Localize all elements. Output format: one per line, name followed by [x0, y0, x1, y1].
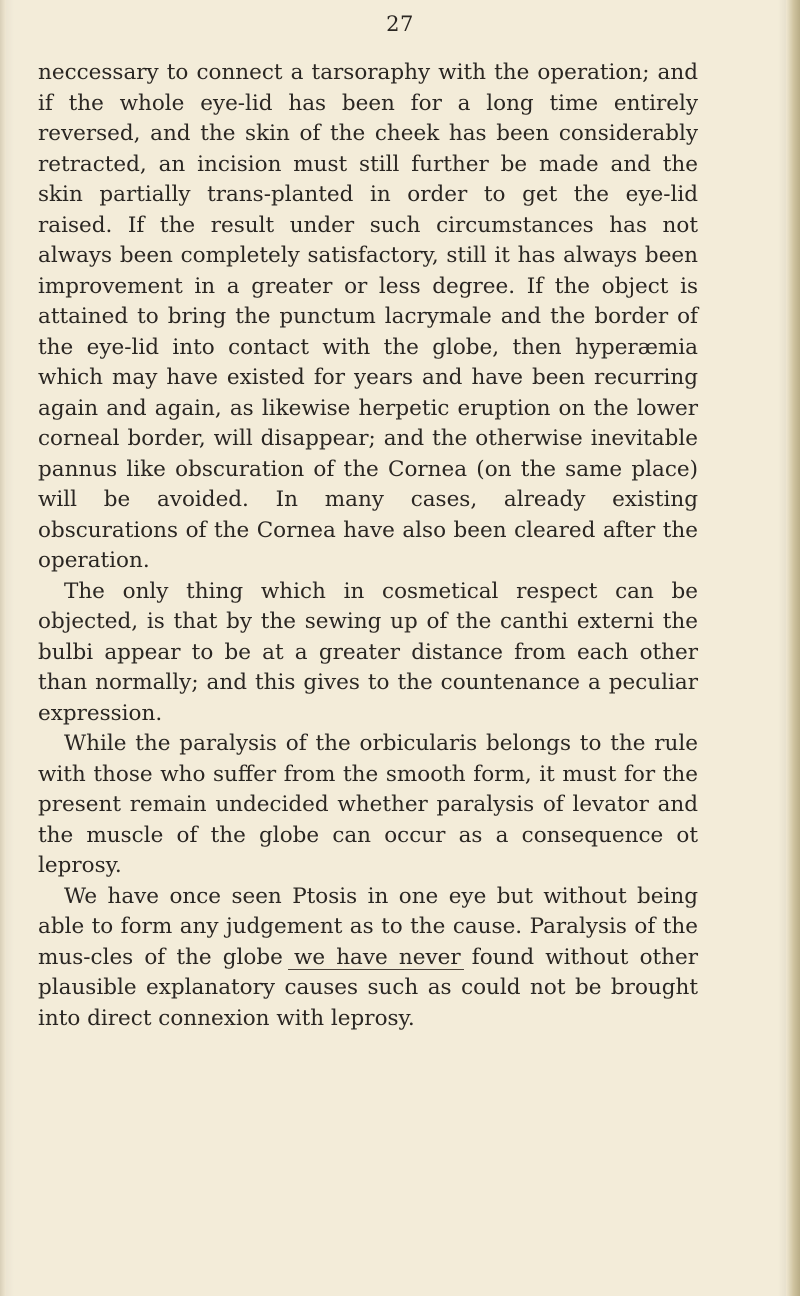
paragraph-4: We have once seen Ptosis in one eye but without being able to form any judgement as to the cause. Paralysis of the mus-cles of the globe we have never found without other plausible explanatory causes such as could not be brought into direct connexion with leprosy.	[38, 883, 698, 1031]
page-left-edge	[0, 0, 6, 1296]
paragraph-1: neccessary to connect a tarsoraphy with the operation; and if the whole eye-lid has been for a long time entirely reversed, and the skin of the cheek has been considerably retracted, an incision must still further be made and the skin partially trans-planted in order to get the eye-lid raised. If the result under such circumstances has not always been completely satisfactory, still it has always been improvement in a greater or less degree. If the object is attained to bring the punctum lacrymale and the border of the eye-lid into contact with the globe, then hyperæmia which may have existed for years and have been recurring again and again, as likewise herpetic eruption on the lower corneal border, will disappear; and the otherwise inevitable pannus like obscuration of the Cornea (on the same place) will be avoided. In many cases, already existing obscurations of the Cornea have also been cleared after the operation.	[38, 60, 698, 573]
section-end-rule	[288, 969, 464, 970]
page-right-edge	[786, 0, 800, 1296]
page-number: 27	[386, 12, 414, 36]
body-text	[38, 58, 698, 1034]
paragraph-2: The only thing which in cosmetical respect can be objected, is that by the sewing up of the canthi externi the bulbi appear to be at a greater distance from each other than normally; and this gives to the countenance a peculiar expression.	[38, 578, 698, 726]
paragraph-3: While the paralysis of the orbicularis belongs to the rule with those who suffer from the smooth form, it must for the present remain undecided whether paralysis of levator and the muscle of the globe can occur as a consequence ot leprosy.	[38, 731, 698, 878]
